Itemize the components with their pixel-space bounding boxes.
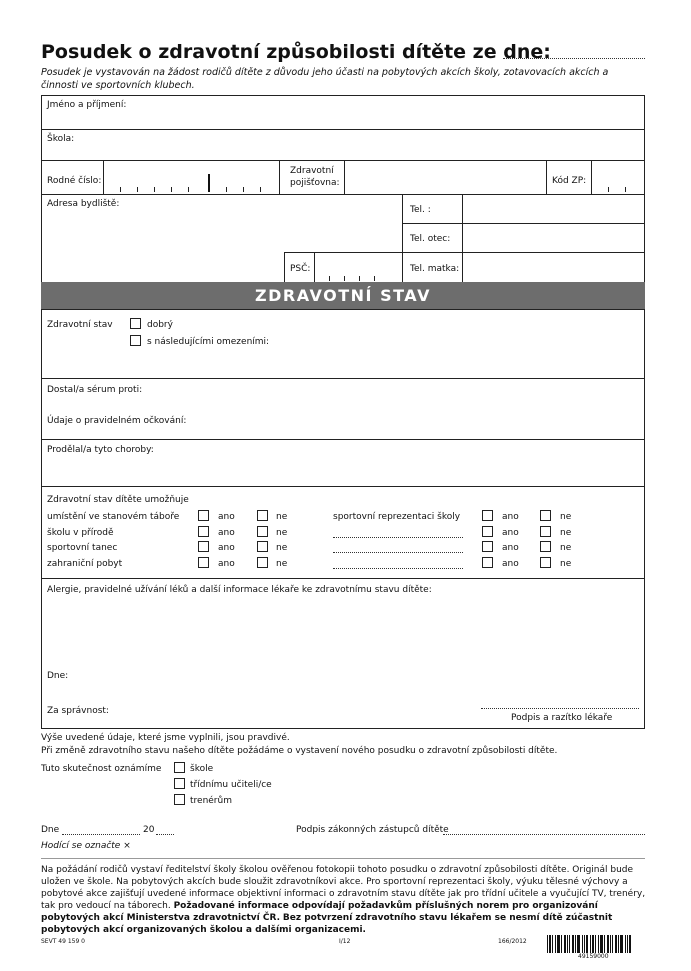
tel-label: Tel. :	[410, 205, 431, 215]
yes-label: ano	[218, 543, 235, 553]
activity-yes-checkbox[interactable]	[198, 557, 209, 568]
psc-label: PSČ:	[290, 264, 311, 274]
no-label: ne	[276, 559, 288, 569]
activity-no-checkbox[interactable]	[257, 541, 268, 552]
doctor-signature-label: Podpis a razítko lékaře	[511, 713, 613, 723]
health-section-banner: ZDRAVOTNÍ STAV	[41, 282, 645, 309]
parent-signature-line[interactable]	[443, 834, 645, 835]
row-divider	[41, 486, 645, 487]
parent-date-field[interactable]	[62, 834, 140, 835]
school-field[interactable]	[80, 131, 640, 158]
name-field[interactable]	[130, 97, 640, 127]
tel-mother-label: Tel. matka:	[410, 264, 460, 274]
parent-year-field[interactable]	[156, 834, 174, 835]
inform-school-checkbox[interactable]	[174, 762, 185, 773]
date-fill-line[interactable]	[503, 58, 645, 59]
form-title: Posudek o zdravotní způsobilosti dítěte ze dne:	[41, 41, 551, 63]
cross-icon: ×	[123, 841, 131, 851]
activity-fill-line[interactable]	[333, 537, 463, 538]
form-code-mid: I/12	[339, 938, 351, 945]
insurance-code-label: Kód ZP:	[552, 176, 587, 186]
doctor-date-field[interactable]	[70, 666, 270, 682]
tel-father-field[interactable]	[463, 224, 644, 251]
name-label: Jméno a příjmení:	[47, 100, 127, 110]
insurance-field[interactable]	[345, 161, 545, 193]
health-good-label: dobrý	[147, 320, 173, 330]
inform-option: škole	[190, 764, 214, 774]
cell-divider	[279, 160, 280, 194]
footer-bold-text-1: Požadované informace odpovídají požadavkům příslušných norem pro organizování pobytových akcí Ministerstva zdravotnictví ČR.	[41, 901, 598, 923]
school-label: Škola:	[47, 134, 75, 144]
address-label: Adresa bydliště:	[47, 199, 120, 209]
footer-divider	[41, 858, 645, 859]
activity-yes-checkbox[interactable]	[482, 526, 493, 537]
yes-label: ano	[218, 512, 235, 522]
activity-fill-line[interactable]	[333, 552, 463, 553]
row-divider	[41, 578, 645, 579]
parent-date-label: Dne	[41, 825, 60, 835]
activity-no-checkbox[interactable]	[257, 526, 268, 537]
no-label: ne	[560, 528, 572, 538]
parent-signature-label: Podpis zákonných zástupců dítěte	[296, 825, 449, 835]
health-good-checkbox[interactable]	[130, 318, 141, 329]
barcode-icon	[547, 935, 645, 953]
address-field[interactable]	[47, 212, 397, 252]
activity-label: školu v přírodě	[47, 528, 114, 538]
psc-field[interactable]	[315, 253, 401, 281]
no-label: ne	[560, 512, 572, 522]
tel-father-label: Tel. otec:	[410, 234, 451, 244]
health-limited-label: s následujícími omezeními:	[147, 337, 270, 347]
activity-label: umístění ve stanovém táboře	[47, 512, 180, 522]
diseases-label: Prodělal/a tyto choroby:	[47, 445, 154, 455]
serum-field[interactable]	[145, 382, 640, 400]
diseases-field[interactable]	[155, 442, 640, 482]
declaration-line-2: Při změně zdravotního stavu našeho dítěte požádáme o vystavení nového posudku o zdravotní způsobilosti dítěte.	[41, 746, 558, 756]
activity-no-checkbox[interactable]	[257, 557, 268, 568]
no-label: ne	[276, 528, 288, 538]
cell-divider	[402, 194, 403, 283]
yes-label: ano	[502, 559, 519, 569]
allergies-label: Alergie, pravidelné užívání léků a další informace lékaře ke zdravotnímu stavu dítěte:	[47, 585, 432, 595]
mark-hint: Hodící se označte ×	[41, 841, 131, 851]
inform-coach-checkbox[interactable]	[174, 794, 185, 805]
insurance-code-field[interactable]	[592, 161, 644, 193]
footer-info-text: Na požádání rodičů vystaví ředitelství školy školou ověřenou fotokopii tohoto posudku o zdravotní způsobilosti dítěte. Originál bude uložen ve škole. Na pobytových akcích bude sloužit zdravotníkovi akce. Pro sportovní reprezentaci školy, výuku tělesné výchovy a pobytové akce zajišťují uvedené informace objektivní informaci o zdravotním stavu dítěte jak pro třídní učitele a vyučující TV, trenéry, tak pro vedoucí na táborech.	[41, 865, 646, 911]
row-divider	[41, 129, 645, 130]
row-divider	[41, 439, 645, 440]
activity-yes-checkbox[interactable]	[198, 541, 209, 552]
form-code-right: 166/2012	[498, 938, 527, 945]
no-label: ne	[276, 512, 288, 522]
footer-text	[41, 864, 646, 936]
activity-yes-checkbox[interactable]	[482, 510, 493, 521]
tel-mother-field[interactable]	[463, 253, 644, 281]
activity-no-checkbox[interactable]	[257, 510, 268, 521]
doctor-date-label: Dne:	[47, 671, 69, 681]
inform-teacher-checkbox[interactable]	[174, 778, 185, 789]
yes-label: ano	[502, 543, 519, 553]
barcode-number: 49159000	[578, 953, 609, 960]
inform-option: třídnímu učiteli/ce	[190, 780, 272, 790]
declaration-line-1: Výše uvedené údaje, které jsme vyplnili, jsou pravdivé.	[41, 733, 290, 743]
activity-yes-checkbox[interactable]	[482, 541, 493, 552]
inform-label: Tuto skutečnost oznámíme	[41, 764, 162, 774]
row-divider	[41, 378, 645, 379]
activity-label: sportovní tanec	[47, 543, 118, 553]
inform-option: trenérům	[190, 796, 232, 806]
health-status-label: Zdravotní stav	[47, 320, 113, 330]
serum-label: Dostal/a sérum proti:	[47, 385, 143, 395]
no-label: ne	[276, 543, 288, 553]
form-code-left: SEVT 49 159 0	[41, 938, 85, 945]
activity-no-checkbox[interactable]	[540, 557, 551, 568]
tel-field[interactable]	[463, 195, 644, 222]
cell-divider	[284, 252, 285, 283]
activity-yes-checkbox[interactable]	[482, 557, 493, 568]
activity-no-checkbox[interactable]	[540, 510, 551, 521]
health-limited-checkbox[interactable]	[130, 335, 141, 346]
no-label: ne	[560, 543, 572, 553]
no-label: ne	[560, 559, 572, 569]
limitations-field[interactable]	[47, 350, 637, 374]
correctness-label: Za správnost:	[47, 706, 109, 716]
vaccination-field[interactable]	[185, 413, 640, 431]
vaccination-label: Údaje o pravidelném očkování:	[47, 416, 187, 426]
doctor-signature-line[interactable]	[481, 708, 639, 709]
yes-label: ano	[502, 512, 519, 522]
insurance-label: Zdravotní pojišťovna:	[290, 166, 340, 188]
activity-yes-checkbox[interactable]	[198, 526, 209, 537]
parent-year-label: 20	[143, 825, 155, 835]
yes-label: ano	[218, 528, 235, 538]
activity-no-checkbox[interactable]	[540, 526, 551, 537]
activity-fill-line[interactable]	[333, 568, 463, 569]
activity-label: zahraniční pobyt	[47, 559, 123, 569]
allergies-field[interactable]	[47, 598, 637, 653]
form-subtitle: Posudek je vystavován na žádost rodičů dítěte z důvodu jeho účasti na pobytových akcích školy, zotavovacích akcích a činnosti ve sportovních klubech.	[41, 67, 609, 91]
yes-label: ano	[502, 528, 519, 538]
activity-no-checkbox[interactable]	[540, 541, 551, 552]
cell-divider	[546, 160, 547, 194]
birth-number-label: Rodné číslo:	[47, 176, 102, 186]
footer-bold-text-2: Bez potvrzení zdravotního stavu lékařem se nesmí dítě zúčastnit pobytových akcí organizovaných školou a dalšími organizacemi.	[41, 913, 613, 935]
activity-yes-checkbox[interactable]	[198, 510, 209, 521]
activity-label: sportovní reprezentaci školy	[333, 512, 461, 522]
birth-number-field[interactable]	[104, 161, 278, 193]
yes-label: ano	[218, 559, 235, 569]
allows-label: Zdravotní stav dítěte umožňuje	[47, 495, 189, 505]
